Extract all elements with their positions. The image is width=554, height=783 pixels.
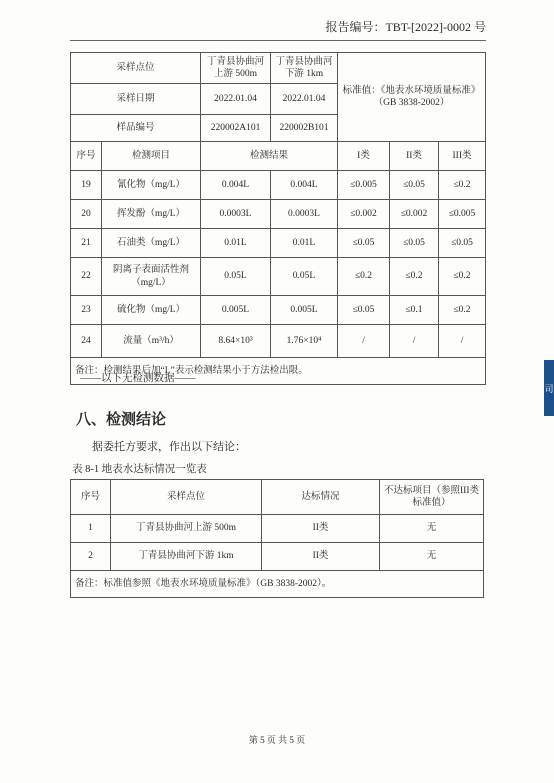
- cell-item: 流量（m³/h）: [102, 325, 201, 358]
- cell-c3: ≤0.2: [439, 258, 486, 296]
- page-footer: 第 5 页 共 5 页: [248, 735, 306, 745]
- sample2-cell: 220002B101: [271, 115, 338, 142]
- cell-r1: 0.05L: [201, 258, 271, 296]
- compliance-table: [70, 479, 484, 598]
- cell-c1: ≤0.005: [338, 171, 390, 200]
- table-row: [71, 229, 486, 258]
- cell-no: 2: [71, 543, 111, 571]
- cell-fail: 无: [380, 543, 484, 571]
- table-row: [71, 543, 484, 571]
- cell-item: 挥发酚（mg/L）: [102, 200, 201, 229]
- cell-c3: ≤0.05: [439, 229, 486, 258]
- cell-r1: 8.64×10³: [201, 325, 271, 358]
- cell-no: 24: [71, 325, 102, 358]
- cell-item: 硫化物（mg/L）: [102, 296, 201, 325]
- cell-r2: 0.0003L: [271, 200, 338, 229]
- cell-point: 丁青县协曲河上游 500m: [111, 515, 262, 543]
- cell-item: 氰化物（mg/L）: [102, 171, 201, 200]
- table-row: [71, 296, 486, 325]
- section-title: 八、检测结论: [76, 411, 167, 428]
- cell-c1: ≤0.2: [338, 258, 390, 296]
- standard-cell: 标准值：《地表水环境质量标准》（GB 3838-2002）: [338, 53, 486, 142]
- cell-status: II类: [262, 543, 380, 571]
- conclusion-intro: 据委托方要求，作出以下结论：: [92, 441, 246, 453]
- cell-r2: 0.05L: [271, 258, 338, 296]
- cell-r1: 0.004L: [201, 171, 271, 200]
- sample1-cell: 220002A101: [201, 115, 271, 142]
- cell-no: 1: [71, 515, 111, 543]
- cell-c3: ≤0.2: [439, 296, 486, 325]
- date1-cell: 2022.01.04: [201, 84, 271, 115]
- report-number: 报告编号：TBT-[2022]-0002 号: [325, 20, 486, 34]
- col-class3-header: III类: [439, 142, 486, 171]
- date2-cell: 2022.01.04: [271, 84, 338, 115]
- cell-c2: ≤0.05: [390, 229, 439, 258]
- table-row: [71, 200, 486, 229]
- cell-c2: ≤0.1: [390, 296, 439, 325]
- cell-r1: 0.005L: [201, 296, 271, 325]
- header-rule: [70, 40, 486, 41]
- cell-no: 20: [71, 200, 102, 229]
- cell-c1: ≤0.002: [338, 200, 390, 229]
- cell-r1: 0.0003L: [201, 200, 271, 229]
- cell-status: II类: [262, 515, 380, 543]
- table-row: [71, 515, 484, 543]
- cell-item: 阴离子表面活性剂（mg/L）: [102, 258, 201, 296]
- side-tab: 司: [544, 360, 554, 416]
- cell-c2: ≤0.2: [390, 258, 439, 296]
- cell-r1: 0.01L: [201, 229, 271, 258]
- site1-cell: 丁青县协曲河上游 500m: [201, 53, 271, 84]
- t2-col-fail: 不达标项目（参照III类标准值）: [380, 480, 484, 515]
- no-more-data-line: ——以下无检测数据——: [80, 373, 196, 384]
- cell-r2: 1.76×10⁴: [271, 325, 338, 358]
- cell-r2: 0.004L: [271, 171, 338, 200]
- table-row: [71, 325, 486, 358]
- t2-col-status: 达标情况: [262, 480, 380, 515]
- cell-r2: 0.005L: [271, 296, 338, 325]
- cell-fail: 无: [380, 515, 484, 543]
- cell-c3: /: [439, 325, 486, 358]
- col-no-header: 序号: [71, 142, 102, 171]
- t2-col-point: 采样点位: [111, 480, 262, 515]
- col-item-header: 检测项目: [102, 142, 201, 171]
- cell-no: 23: [71, 296, 102, 325]
- sampling-date-label: 采样日期: [71, 84, 201, 115]
- cell-c3: ≤0.005: [439, 200, 486, 229]
- table-caption: 表 8-1 地表水达标情况一览表: [72, 464, 207, 475]
- cell-c1: ≤0.05: [338, 296, 390, 325]
- cell-r2: 0.01L: [271, 229, 338, 258]
- site2-cell: 丁青县协曲河下游 1km: [271, 53, 338, 84]
- col-class1-header: I类: [338, 142, 390, 171]
- cell-item: 石油类（mg/L）: [102, 229, 201, 258]
- col-result-header: 检测结果: [201, 142, 338, 171]
- sample-no-label: 样品编号: [71, 115, 201, 142]
- cell-point: 丁青县协曲河下游 1km: [111, 543, 262, 571]
- cell-c1: ≤0.05: [338, 229, 390, 258]
- table2-note: 备注：标准值参照《地表水环境质量标准》（GB 3838-2002）。: [71, 571, 484, 598]
- cell-c3: ≤0.2: [439, 171, 486, 200]
- cell-c2: ≤0.05: [390, 171, 439, 200]
- table-row: [71, 171, 486, 200]
- cell-c2: /: [390, 325, 439, 358]
- t2-col-no: 序号: [71, 480, 111, 515]
- cell-no: 22: [71, 258, 102, 296]
- col-class2-header: II类: [390, 142, 439, 171]
- table-row: [71, 258, 486, 296]
- sampling-point-label: 采样点位: [71, 53, 201, 84]
- cell-c2: ≤0.002: [390, 200, 439, 229]
- cell-no: 21: [71, 229, 102, 258]
- table1-note: 备注：检测结果后加“L”表示检测结果小于方法检出限。: [71, 358, 486, 385]
- cell-c1: /: [338, 325, 390, 358]
- detection-results-table: [70, 52, 486, 385]
- cell-no: 19: [71, 171, 102, 200]
